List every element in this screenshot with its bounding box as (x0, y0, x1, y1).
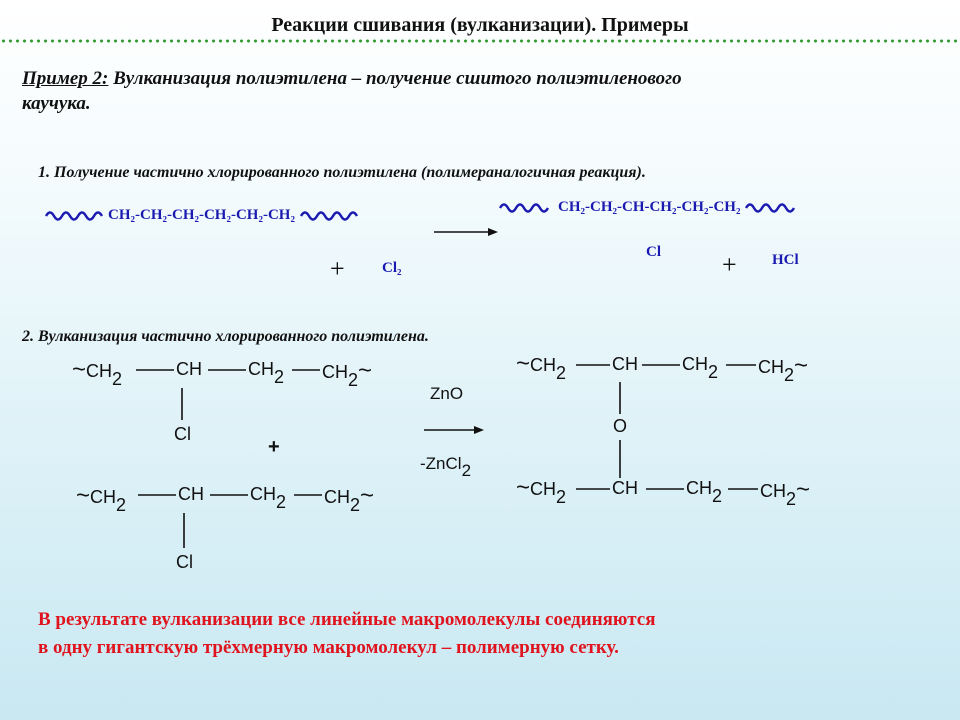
reactant-a-ch2-3 (322, 357, 372, 391)
product-bottom-ch2-2 (686, 478, 722, 507)
tilde-symbol: ~ (516, 350, 531, 377)
result-line1: В результате вулканизации все линейные макромолекулы соединяются (38, 609, 656, 630)
example-text-line1: Вулканизация полиэтилена – получение сшитого полиэтиленового (108, 68, 682, 89)
product-top-ch2-1 (516, 350, 566, 384)
step1-heading: 1. Получение частично хлорированного полиэтилена (полимераналогичная реакция). (38, 164, 646, 181)
product-chain: CH₂-CH₂-CH-CH₂-CH₂-CH₂ (558, 199, 741, 215)
product-top-ch2-2 (682, 354, 718, 383)
product-bottom-ch2-1 (516, 474, 566, 508)
subscript: 2 (708, 362, 719, 382)
product-top-ch2-3 (758, 352, 808, 386)
result-conclusion (38, 606, 938, 662)
subscript: 2 (274, 367, 285, 387)
reactant-b-ch2-3 (324, 482, 374, 516)
subscript: 2 (350, 495, 361, 515)
reactant-chain: CH₂-CH₂-CH₂-CH₂-CH₂-CH₂ (108, 207, 295, 223)
reactant-a-cl: Cl (174, 424, 191, 444)
byproduct-hcl: HCl (772, 252, 799, 268)
reactant-b-ch: CH (178, 484, 204, 504)
reactant-b-cl: Cl (176, 552, 193, 572)
catalyst-zno: ZnO (430, 384, 464, 403)
subscript: 2 (784, 365, 795, 385)
product-bottom-ch2-3 (760, 476, 810, 510)
group-label: CH (530, 479, 557, 499)
group-label: CH (90, 487, 117, 507)
reagent-cl2: Cl₂ (382, 260, 402, 276)
group-label: CH (248, 359, 274, 379)
example-text-line2: каучука. (22, 93, 91, 114)
step1-plus: + (330, 254, 345, 283)
group-label: CH (760, 481, 786, 501)
group-label: CH (86, 361, 113, 381)
product-bottom-ch: CH (612, 478, 638, 498)
step1-plus-2: + (722, 250, 737, 279)
group-label: CH (324, 487, 350, 507)
slide-title: Реакции сшивания (вулканизации). Примеры (271, 14, 689, 36)
step2-heading: 2. Вулканизация частично хлорированного полиэтилена. (22, 328, 429, 345)
tilde-symbol: ~ (794, 352, 809, 379)
step1-arrow-icon (434, 228, 498, 236)
reactant-b-ch2-2 (250, 484, 286, 513)
tilde-symbol: ~ (516, 474, 531, 501)
subscript: 2 (276, 492, 287, 512)
tilde-symbol: ~ (358, 357, 373, 384)
reactant-a-ch2-2 (248, 359, 284, 388)
group-label: CH (682, 354, 708, 374)
subscript: 2 (712, 486, 723, 506)
example-label: Пример 2: (22, 68, 109, 89)
group-label: CH (250, 484, 276, 504)
group-label: CH (322, 362, 348, 382)
result-line2: в одну гигантскую трёхмерную макромолекул – полимерную сетку. (38, 637, 619, 658)
product-substituent-cl: Cl (646, 244, 661, 260)
subscript: 2 (116, 495, 127, 515)
product-top-ch: CH (612, 354, 638, 374)
tilde-symbol: ~ (796, 476, 811, 503)
subscript: 2 (556, 363, 567, 383)
group-label: CH (758, 357, 784, 377)
subscript: 2 (786, 489, 797, 509)
step2-arrow-icon (424, 426, 484, 434)
tilde-symbol: ~ (76, 482, 91, 509)
reactant-b-ch2-1 (76, 482, 126, 516)
tilde-symbol: ~ (72, 356, 87, 383)
subscript: 2 (461, 461, 472, 480)
subscript: 2 (556, 487, 567, 507)
subscript: 2 (348, 370, 359, 390)
reactant-a-ch: CH (176, 359, 202, 379)
reactant-a-ch2-1 (72, 356, 122, 390)
step2-plus: + (268, 436, 280, 458)
group-label: CH (530, 355, 557, 375)
subscript: 2 (112, 369, 123, 389)
tilde-symbol: ~ (360, 482, 375, 509)
product-oxygen-bridge: O (613, 416, 628, 436)
byproduct-zncl2 (420, 454, 471, 481)
byproduct-label: -ZnCl (420, 454, 462, 473)
group-label: CH (686, 478, 712, 498)
